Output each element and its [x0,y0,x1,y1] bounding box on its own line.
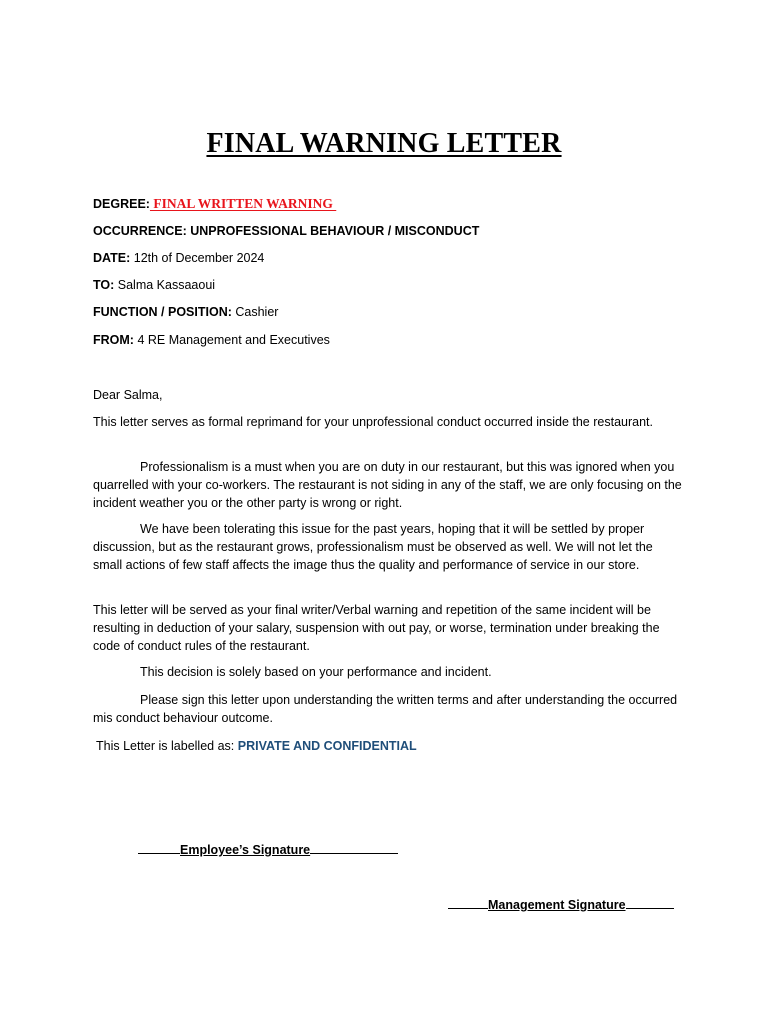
employee-signature-label: Employee’s Signature [180,843,311,857]
date-value: 12th of December 2024 [130,251,265,265]
letter-title: FINAL WARNING LETTER [206,128,562,159]
degree-label: DEGREE: [93,197,150,211]
employee-signature-line-left [138,852,180,854]
management-signature-label: Management Signature [488,898,626,912]
degree-value: FINAL WRITTEN WARNING [149,196,337,211]
function-field [93,304,278,320]
function-value: Cashier [231,305,279,319]
paragraph-5: This decision is solely based on your performance and incident. [140,665,492,679]
employee-signature-block [138,843,398,857]
management-signature-block [448,898,674,912]
from-field [93,332,330,348]
function-label: FUNCTION / POSITION: [93,305,232,319]
employee-signature-line-right [310,852,398,854]
confidential-label: PRIVATE AND CONFIDENTIAL [237,739,417,753]
to-field [93,277,215,293]
confidential-line [96,737,686,755]
paragraph-2: Professionalism is a must when you are on duty in our restaurant, but this was ignored when you quarrelled with your co-workers. The restaurant is not siding in any of the staff, we are only focusing on the incident weather you or the other party is wrong or right. [93,460,682,510]
from-value: 4 RE Management and Executives [133,333,330,347]
to-value: Salma Kassaaoui [114,278,216,292]
to-label: TO: [93,278,115,292]
from-label: FROM: [93,333,134,347]
confidential-prefix: This Letter is labelled as: [96,739,235,753]
date-field [93,250,264,266]
management-signature-line-right [626,907,674,909]
paragraph-1: This letter serves as formal reprimand for your unprofessional conduct occurred inside the restaurant. [93,415,653,429]
paragraph-6: Please sign this letter upon understanding the written terms and after understanding the occurred mis conduct behaviour outcome. [93,693,678,725]
paragraph-4: This letter will be served as your final writer/Verbal warning and repetition of the same incident will be resulting in deduction of your salary, suspension with out pay, or worse, termination under breaking the code of conduct rules of the restaurant. [93,603,660,653]
degree-field [93,196,336,212]
occurrence-field [93,223,479,239]
date-label: DATE: [93,251,131,265]
salutation: Dear Salma, [93,388,163,402]
management-signature-line-left [448,907,488,909]
occurrence-text: OCCURRENCE: UNPROFESSIONAL BEHAVIOUR / MISCONDUCT [93,224,480,238]
paragraph-3: We have been tolerating this issue for the past years, hoping that it will be settled by proper discussion, but as the restaurant grows, professionalism must be observed as well. We will not let the small actions of few staff affects the image thus the quality and performance of service in our store. [93,522,653,572]
